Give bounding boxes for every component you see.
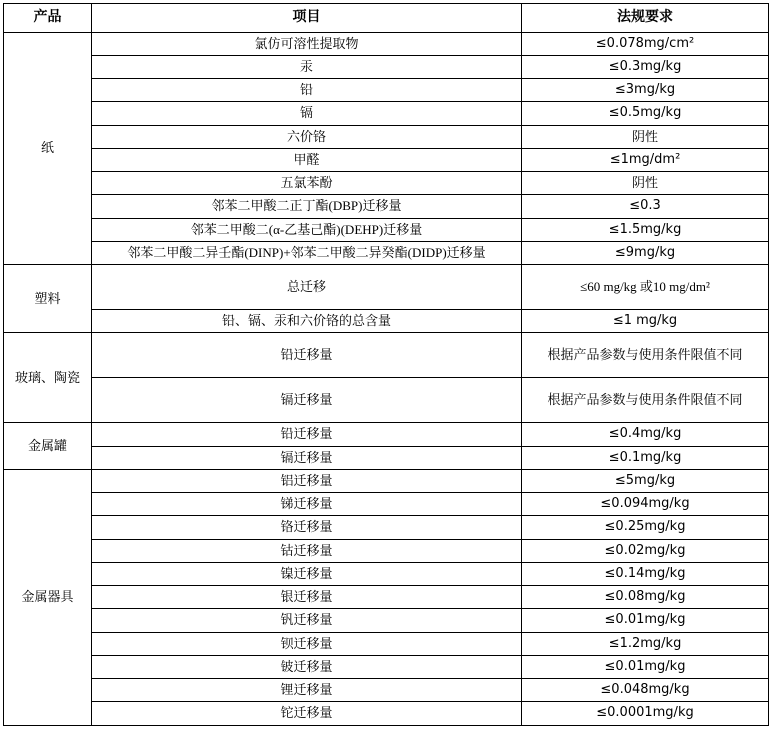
requirement-cell: 根据产品参数与使用条件限值不同 (522, 378, 769, 423)
item-cell: 钴迁移量 (92, 539, 522, 562)
item-cell: 邻苯二甲酸二(α-乙基己酯)(DEHP)迁移量 (92, 218, 522, 241)
table-row (4, 125, 769, 148)
item-cell: 铅 (92, 79, 522, 102)
item-cell: 钒迁移量 (92, 609, 522, 632)
table-header-row (4, 4, 769, 33)
requirement-cell: ≤5mg/kg (522, 469, 769, 492)
table-row (4, 562, 769, 585)
table-row (4, 446, 769, 469)
product-cell: 金属器具 (4, 469, 92, 725)
table-header (4, 4, 769, 33)
item-cell: 铍迁移量 (92, 655, 522, 678)
item-cell: 甲醛 (92, 148, 522, 171)
table-row (4, 539, 769, 562)
table-row (4, 195, 769, 218)
table-row (4, 493, 769, 516)
requirement-cell: ≤0.14mg/kg (522, 562, 769, 585)
table-row (4, 241, 769, 264)
requirement-cell: ≤1.5mg/kg (522, 218, 769, 241)
requirement-cell: ≤0.0001mg/kg (522, 702, 769, 725)
item-cell: 铅迁移量 (92, 333, 522, 378)
item-cell: 铬迁移量 (92, 516, 522, 539)
requirement-cell: ≤0.02mg/kg (522, 539, 769, 562)
item-cell: 银迁移量 (92, 586, 522, 609)
table-row (4, 702, 769, 725)
requirement-cell: ≤0.01mg/kg (522, 655, 769, 678)
table-row (4, 265, 769, 310)
requirement-cell: ≤0.01mg/kg (522, 609, 769, 632)
item-cell: 镉迁移量 (92, 378, 522, 423)
item-cell: 六价铬 (92, 125, 522, 148)
requirement-cell: ≤0.094mg/kg (522, 493, 769, 516)
table-body (4, 32, 769, 725)
table-row (4, 148, 769, 171)
table-row (4, 218, 769, 241)
table-row (4, 172, 769, 195)
requirement-cell: ≤0.08mg/kg (522, 586, 769, 609)
item-cell: 锑迁移量 (92, 493, 522, 516)
product-cell: 纸 (4, 32, 92, 265)
product-cell: 玻璃、陶瓷 (4, 333, 92, 423)
table-row (4, 423, 769, 446)
product-cell: 塑料 (4, 265, 92, 333)
requirement-cell: ≤0.3 (522, 195, 769, 218)
item-cell: 邻苯二甲酸二正丁酯(DBP)迁移量 (92, 195, 522, 218)
requirement-cell: ≤0.078mg/cm² (522, 32, 769, 55)
requirement-cell: 阴性 (522, 125, 769, 148)
table-row (4, 655, 769, 678)
table-row (4, 378, 769, 423)
requirement-cell: ≤60 mg/kg 或10 mg/dm² (522, 265, 769, 310)
item-cell: 邻苯二甲酸二异壬酯(DINP)+邻苯二甲酸二异癸酯(DIDP)迁移量 (92, 241, 522, 264)
item-cell: 五氯苯酚 (92, 172, 522, 195)
item-cell: 铊迁移量 (92, 702, 522, 725)
item-cell: 镍迁移量 (92, 562, 522, 585)
requirement-cell: ≤1.2mg/kg (522, 632, 769, 655)
table-row (4, 310, 769, 333)
product-cell: 金属罐 (4, 423, 92, 470)
table-row (4, 632, 769, 655)
item-cell: 钡迁移量 (92, 632, 522, 655)
table-row (4, 516, 769, 539)
table-row (4, 102, 769, 125)
requirement-cell: ≤1 mg/kg (522, 310, 769, 333)
table-row (4, 469, 769, 492)
requirement-cell: 阴性 (522, 172, 769, 195)
requirement-cell: ≤0.1mg/kg (522, 446, 769, 469)
requirement-cell: 根据产品参数与使用条件限值不同 (522, 333, 769, 378)
table-row (4, 679, 769, 702)
item-cell: 铅迁移量 (92, 423, 522, 446)
item-cell: 总迁移 (92, 265, 522, 310)
item-cell: 铅、镉、汞和六价铬的总含量 (92, 310, 522, 333)
requirement-cell: ≤9mg/kg (522, 241, 769, 264)
requirement-cell: ≤0.048mg/kg (522, 679, 769, 702)
item-cell: 镉 (92, 102, 522, 125)
requirement-cell: ≤0.3mg/kg (522, 55, 769, 78)
item-cell: 汞 (92, 55, 522, 78)
table-row (4, 333, 769, 378)
item-cell: 铝迁移量 (92, 469, 522, 492)
table-row (4, 55, 769, 78)
requirement-cell: ≤0.5mg/kg (522, 102, 769, 125)
regulatory-requirements-table (3, 3, 769, 726)
table-row (4, 32, 769, 55)
column-header-product: 产品 (4, 4, 92, 33)
requirement-cell: ≤0.25mg/kg (522, 516, 769, 539)
requirement-cell: ≤1mg/dm² (522, 148, 769, 171)
table-row (4, 609, 769, 632)
requirement-cell: ≤3mg/kg (522, 79, 769, 102)
requirement-cell: ≤0.4mg/kg (522, 423, 769, 446)
item-cell: 锂迁移量 (92, 679, 522, 702)
item-cell: 镉迁移量 (92, 446, 522, 469)
table-row (4, 79, 769, 102)
column-header-item: 项目 (92, 4, 522, 33)
item-cell: 氯仿可溶性提取物 (92, 32, 522, 55)
table-row (4, 586, 769, 609)
column-header-requirement: 法规要求 (522, 4, 769, 33)
